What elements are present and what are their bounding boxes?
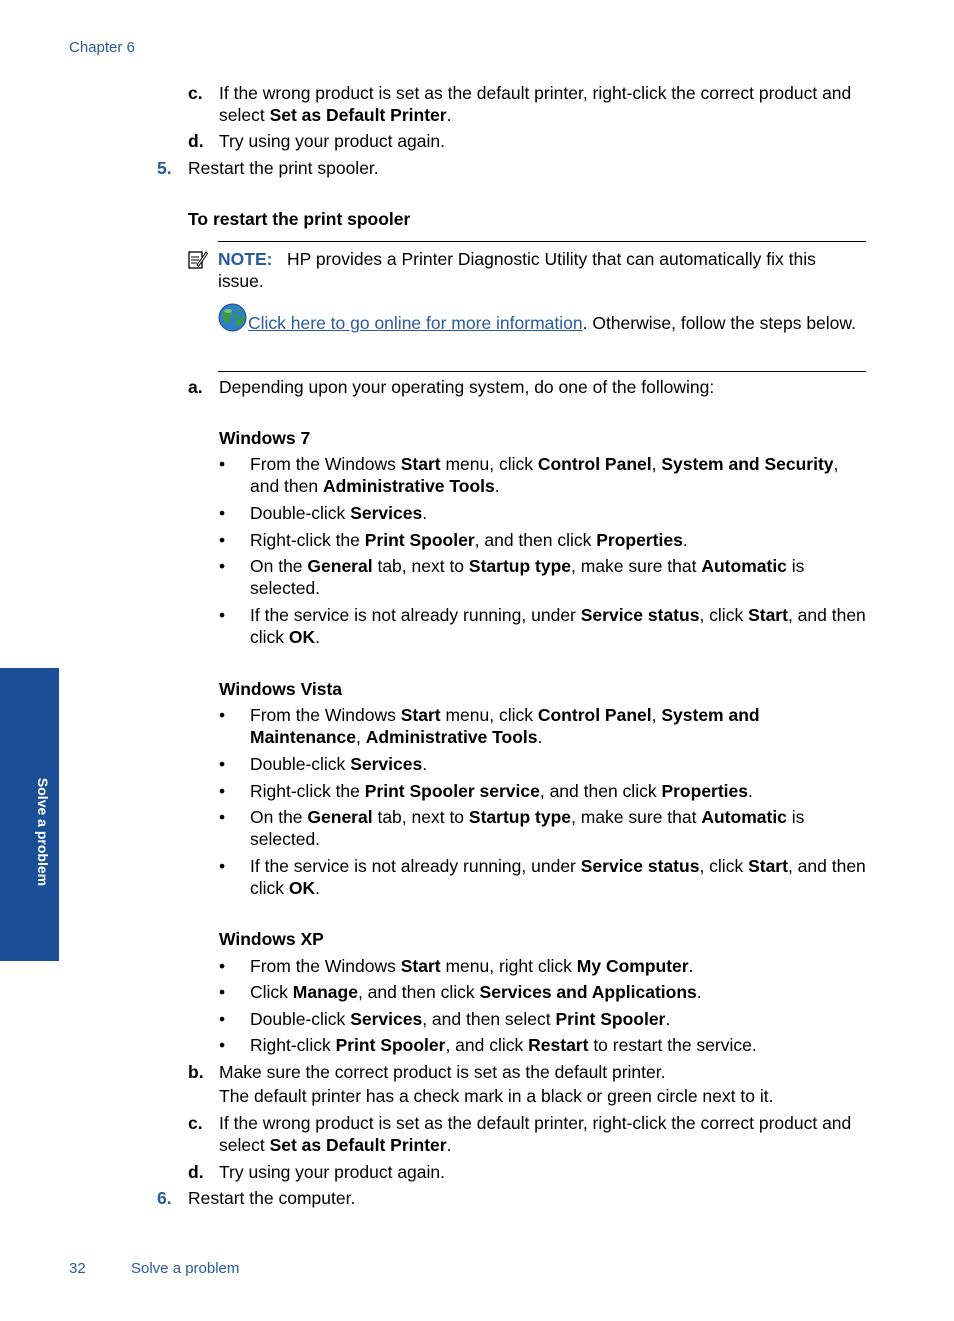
vista-step-2: Double-click Services. xyxy=(250,754,428,774)
xp-step-3: Double-click Services, and then select Print Spooler. xyxy=(250,1009,671,1029)
step-d-text: Try using your product again. xyxy=(219,131,445,151)
step-a-text: Depending upon your operating system, do one of the following: xyxy=(219,377,715,397)
bullet: • xyxy=(219,1009,226,1029)
note-divider-top xyxy=(218,241,866,242)
step-letter-d: d. xyxy=(188,131,204,151)
bullet: • xyxy=(219,754,226,774)
section-heading: To restart the print spooler xyxy=(188,209,411,229)
note-icon xyxy=(188,249,208,271)
bullet: • xyxy=(219,956,226,976)
step-c-2-text: If the wrong product is set as the default printer, right-click the correct product and select Set as Default Printer. xyxy=(219,1113,852,1155)
win7-step-3: Right-click the Print Spooler, and then click Properties. xyxy=(250,530,688,550)
side-tab xyxy=(0,668,59,961)
step-letter-c-2: c. xyxy=(188,1113,203,1133)
bullet: • xyxy=(219,503,226,523)
bullet: • xyxy=(219,982,226,1002)
win7-step-1: From the Windows Start menu, click Control Panel, System and Security, and then Administrative Tools. xyxy=(250,454,839,496)
step-letter-d-2: d. xyxy=(188,1162,204,1182)
win7-step-5: If the service is not already running, under Service status, click Start, and then click OK. xyxy=(250,605,866,647)
vista-step-1: From the Windows Start menu, click Control Panel, System and Maintenance, Administrative Tools. xyxy=(250,705,760,747)
bullet: • xyxy=(219,556,226,576)
step-letter-b: b. xyxy=(188,1062,204,1082)
xp-step-1: From the Windows Start menu, right click My Computer. xyxy=(250,956,694,976)
bullet: • xyxy=(219,1035,226,1055)
step-number-6: 6. xyxy=(157,1188,172,1208)
step-letter-a: a. xyxy=(188,377,203,397)
win7-step-4: On the General tab, next to Startup type, make sure that Automatic is selected. xyxy=(250,556,805,598)
bullet: • xyxy=(219,530,226,550)
step-d-2-text: Try using your product again. xyxy=(219,1162,445,1182)
win7-step-2: Double-click Services. xyxy=(250,503,428,523)
step-b-text: Make sure the correct product is set as the default printer. xyxy=(219,1062,666,1082)
note-divider-bottom xyxy=(218,371,866,372)
step-c-text: If the wrong product is set as the default printer, right-click the correct product and select Set as Default Printer. xyxy=(219,83,852,125)
windows-xp-heading: Windows XP xyxy=(219,929,324,949)
side-tab-label: Solve a problem xyxy=(35,778,51,887)
xp-step-2: Click Manage, and then click Services and Applications. xyxy=(250,982,702,1002)
step-number-5: 5. xyxy=(157,158,172,178)
vista-step-3: Right-click the Print Spooler service, and then click Properties. xyxy=(250,781,753,801)
note-text: NOTE: HP provides a Printer Diagnostic Utility that can automatically fix this issue. xyxy=(218,249,816,291)
xp-step-4: Right-click Print Spooler, and click Restart to restart the service. xyxy=(250,1035,757,1055)
step-6-text: Restart the computer. xyxy=(188,1188,356,1208)
step-letter-c: c. xyxy=(188,83,203,103)
bullet: • xyxy=(219,856,226,876)
windows7-heading: Windows 7 xyxy=(219,428,311,448)
note-link-paragraph: Click here to go online for more information. Otherwise, follow the steps below. xyxy=(248,313,856,333)
vista-step-4: On the General tab, next to Startup type, make sure that Automatic is selected. xyxy=(250,807,805,849)
bullet: • xyxy=(219,705,226,725)
online-info-link[interactable]: Click here to go online for more information xyxy=(248,313,583,333)
bullet: • xyxy=(219,781,226,801)
footer-section-title: Solve a problem xyxy=(131,1260,240,1277)
bullet: • xyxy=(219,605,226,625)
chapter-label: Chapter 6 xyxy=(69,39,135,56)
vista-step-5: If the service is not already running, under Service status, click Start, and then click OK. xyxy=(250,856,866,898)
step-b-detail: The default printer has a check mark in a black or green circle next to it. xyxy=(219,1086,774,1106)
bullet: • xyxy=(219,454,226,474)
windows-vista-heading: Windows Vista xyxy=(219,679,343,699)
step-5-text: Restart the print spooler. xyxy=(188,158,379,178)
page-number: 32 xyxy=(69,1260,86,1277)
note-label: NOTE: xyxy=(218,249,273,269)
bullet: • xyxy=(219,807,226,827)
